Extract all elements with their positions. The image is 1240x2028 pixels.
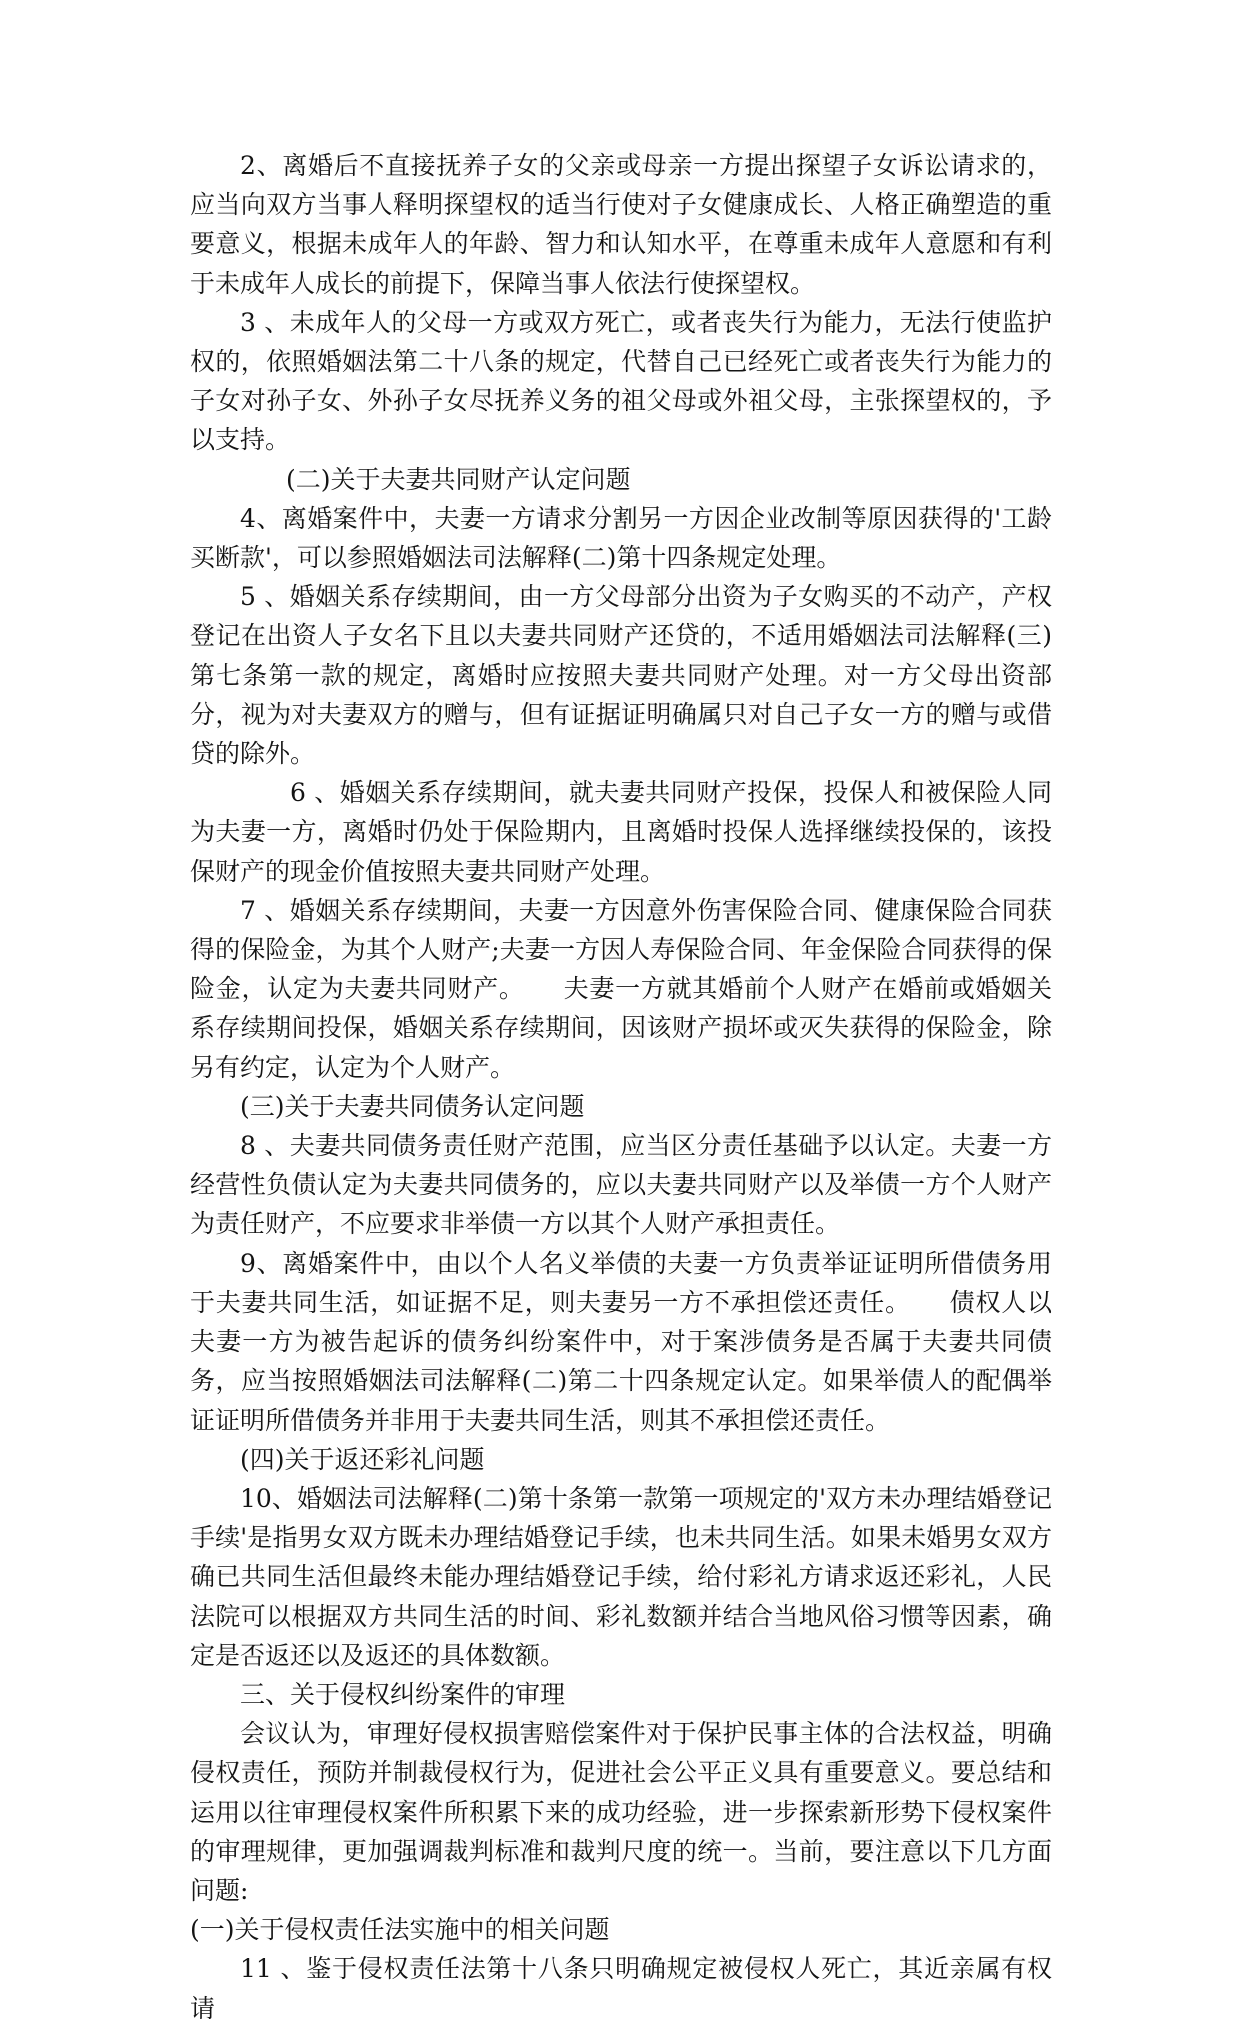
section-heading-debt: (三)关于夫妻共同债务认定问题 [240, 1091, 585, 1121]
section-heading-betrothal-gifts: (四)关于返还彩礼问题 [240, 1444, 485, 1474]
paragraph-item-2: 2、离婚后不直接抚养子女的父亲或母亲一方提出探望子女诉讼请求的，应当向双方当事人释明探望权的适当行使对子女健康成长、人格正确塑造的重要意义，根据未成年人的年龄、智力和认知水平，在尊重未成年人意愿和有利于未成年人成长的前提下，保障当事人依法行使探望权。 [190, 151, 1052, 298]
paragraph-item-11: 11 、鉴于侵权责任法第十八条只明确规定被侵权人死亡，其近亲属有权请 [190, 1954, 1052, 2023]
paragraph-item-9: 9、离婚案件中，由以个人名义举债的夫妻一方负责举证证明所借债务用于夫妻共同生活，如证据不足，则夫妻另一方不承担偿还责任。 债权人以夫妻一方为被告起诉的债务纠纷案件中，对于案涉债务是否属于夫妻共同债务，应当按照婚姻法司法解释(二)第二十四条规定认定。如果举债人的配偶举证证明所借债务并非用于夫妻共同生活，则其不承担偿还责任。 [190, 1248, 1052, 1435]
section-heading-tort-law: (一)关于侵权责任法实施中的相关问题 [190, 1915, 610, 1945]
paragraph-item-6: 6 、婚姻关系存续期间，就夫妻共同财产投保，投保人和被保险人同为夫妻一方，离婚时仍处于保险期内，且离婚时投保人选择继续投保的，该投保财产的现金价值按照夫妻共同财产处理。 [190, 778, 1052, 886]
paragraph-item-10: 10、婚姻法司法解释(二)第十条第一款第一项规定的'双方未办理结婚登记手续'是指男女双方既未办理结婚登记手续，也未共同生活。如果未婚男女双方确已共同生活但最终未能办理结婚登记手续，给付彩礼方请求返还彩礼，人民法院可以根据双方共同生活的时间、彩礼数额并结合当地风俗习惯等因素，确定是否返还以及返还的具体数额。 [190, 1483, 1052, 1670]
paragraph-item-4: 4、离婚案件中，夫妻一方请求分割另一方因企业改制等原因获得的'工龄买断款'，可以参照婚姻法司法解释(二)第十四条规定处理。 [190, 503, 1052, 573]
section-heading-property: (二)关于夫妻共同财产认定问题 [286, 464, 631, 494]
chapter-heading-tort: 三、关于侵权纠纷案件的审理 [240, 1679, 566, 1709]
document-page [190, 146, 1052, 2028]
paragraph-item-3: 3 、未成年人的父母一方或双方死亡，或者丧失行为能力，无法行使监护权的，依照婚姻法第二十八条的规定，代替自己已经死亡或者丧失行为能力的子女对孙子女、外孙子女尽抚养义务的祖父母或外祖父母，主张探望权的，予以支持。 [190, 307, 1052, 455]
paragraph-meeting-opinion: 会议认为，审理好侵权损害赔偿案件对于保护民事主体的合法权益，明确侵权责任，预防并制裁侵权行为，促进社会公平正义具有重要意义。要总结和运用以往审理侵权案件所积累下来的成功经验，进一步探索新形势下侵权案件的审理规律，更加强调裁判标准和裁判尺度的统一。当前，要注意以下几方面问题: [190, 1719, 1052, 1905]
paragraph-item-7: 7 、婚姻关系存续期间，夫妻一方因意外伤害保险合同、健康保险合同获得的保险金，为其个人财产;夫妻一方因人寿保险合同、年金保险合同获得的保险金，认定为夫妻共同财产。 夫妻一方就其婚前个人财产在婚前或婚姻关系存续期间投保，婚姻关系存续期间，因该财产损坏或灭失获得的保险金，除另有约定，认定为个人财产。 [190, 895, 1052, 1082]
paragraph-item-5: 5 、婚姻关系存续期间，由一方父母部分出资为子女购买的不动产，产权登记在出资人子女名下且以夫妻共同财产还贷的，不适用婚姻法司法解释(三)第七条第一款的规定，离婚时应按照夫妻共同财产处理。对一方父母出资部分，视为对夫妻双方的赠与，但有证据证明确属只对自己子女一方的赠与或借贷的除外。 [190, 582, 1052, 769]
paragraph-item-8: 8 、夫妻共同债务责任财产范围，应当区分责任基础予以认定。夫妻一方经营性负债认定为夫妻共同债务的，应以夫妻共同财产以及举债一方个人财产为责任财产，不应要求非举债一方以其个人财产承担责任。 [190, 1131, 1052, 1239]
